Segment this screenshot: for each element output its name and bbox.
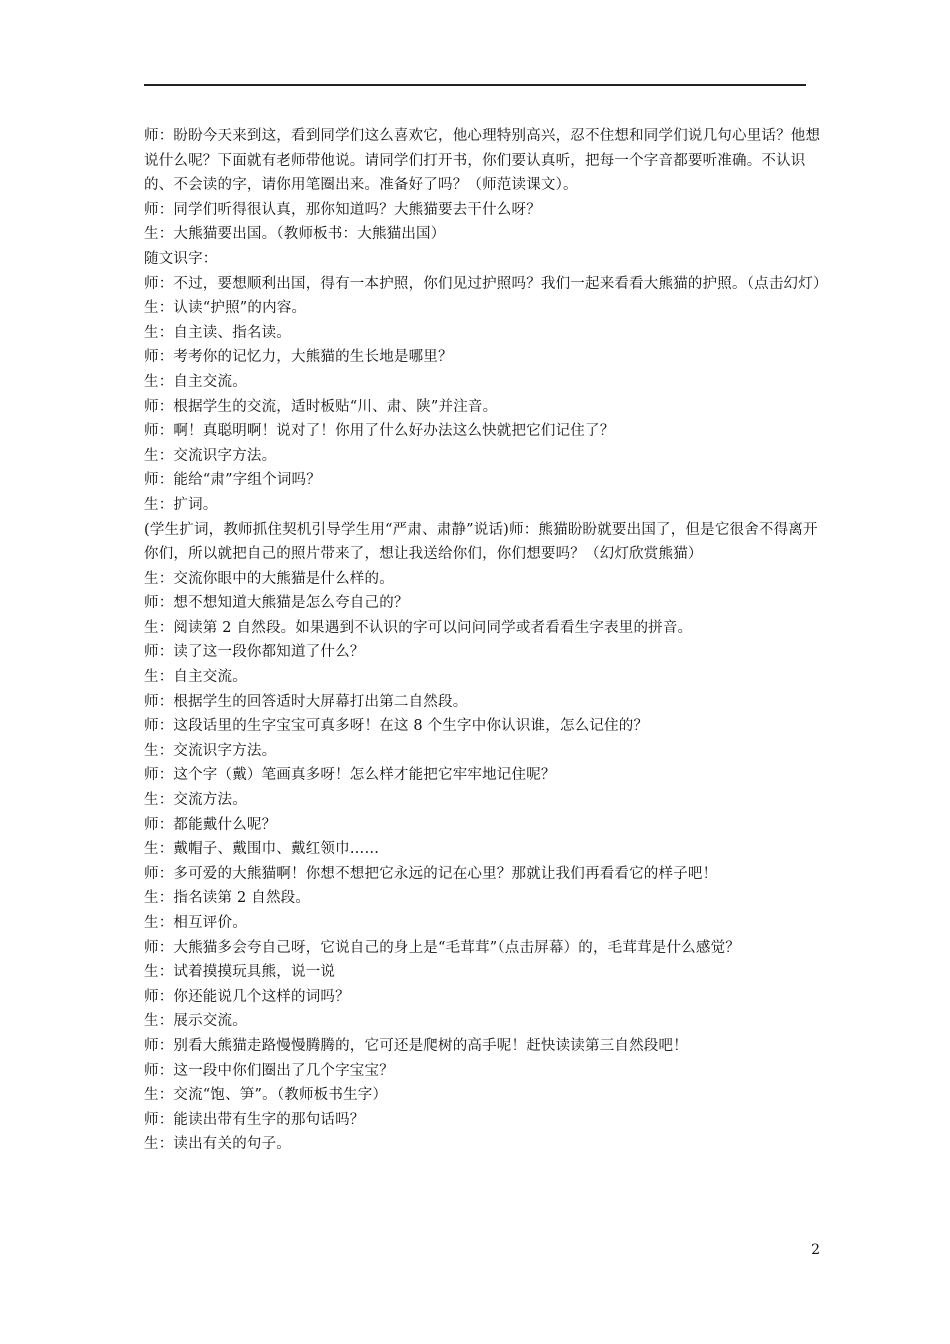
paragraph: 生：阅读第 2 自然段。如果遇到不认识的字可以问问同学或者看看生字表里的拼音。 xyxy=(144,619,693,636)
paragraph: 随文识字： xyxy=(144,250,218,267)
paragraph: 生：指名读第 2 自然段。 xyxy=(144,890,311,907)
paragraph: 生：试着摸摸玩具熊，说一说 xyxy=(144,964,336,981)
paragraph: 师：能给“肃”字组个词吗？ xyxy=(144,472,321,489)
page-number: 2 xyxy=(811,1242,820,1258)
paragraph: 师：根据学生的回答适时大屏幕打出第二自然段。 xyxy=(144,693,468,710)
paragraph: 生：认读“护照”的内容。 xyxy=(144,300,307,317)
document-body xyxy=(144,124,828,1157)
paragraph: 生：交流你眼中的大熊猫是什么样的。 xyxy=(144,570,394,587)
paragraph: 生：展示交流。 xyxy=(144,1013,247,1030)
paragraph: 生：自主交流。 xyxy=(144,669,247,686)
paragraph: 师：盼盼今天来到这，看到同学们这么喜欢它，他心理特别高兴，忍不住想和同学们说几句心里话？他想说什么呢？下面就有老师带他说。请同学们打开书，你们要认真听，把每一个字音都要听准确。不认识的、不会读的字，请你用笔圈出来。准备好了吗？（师范读课文）。 xyxy=(144,128,821,194)
paragraph: 师：都能戴什么呢？ xyxy=(144,816,277,833)
paragraph: 生：相互评价。 xyxy=(144,915,247,931)
paragraph: 生：交流识字方法。 xyxy=(144,742,277,759)
paragraph: 师：根据学生的交流，适时板贴“川、肃、陕”并注音。 xyxy=(144,398,498,415)
paragraph: 生：戴帽子、戴围巾、戴红领巾…… xyxy=(144,841,380,858)
paragraph: 师：你还能说几个这样的词吗？ xyxy=(144,988,350,1005)
paragraph: 师：别看大熊猫走路慢慢腾腾的，它可还是爬树的高手呢！赶快读读第三自然段吧！ xyxy=(144,1037,688,1054)
paragraph: 师：这个字（戴）笔画真多呀！怎么样才能把它牢牢地记住呢？ xyxy=(144,767,556,784)
paragraph: 生：读出有关的句子。 xyxy=(144,1136,291,1153)
paragraph: 生：自主读、指名读。 xyxy=(144,324,291,341)
paragraph: 师：这段话里的生字宝宝可真多呀！在这 8 个生字中你认识谁，怎么记住的？ xyxy=(144,718,649,735)
paragraph: 师：想不想知道大熊猫是怎么夸自己的？ xyxy=(144,595,409,612)
paragraph: 师：啊！真聪明啊！说对了！你用了什么好办法这么快就把它们记住了？ xyxy=(144,423,615,440)
paragraph: 师：考考你的记忆力，大熊猫的生长地是哪里？ xyxy=(144,349,453,366)
paragraph: 师：这一段中你们圈出了几个字宝宝？ xyxy=(144,1062,394,1079)
paragraph: 生：交流识字方法。 xyxy=(144,447,277,464)
paragraph: 师：读了这一段你都知道了什么？ xyxy=(144,644,365,661)
paragraph: 生：扩词。 xyxy=(144,496,218,513)
paragraph: 生：大熊猫要出国。（教师板书：大熊猫出国） xyxy=(144,226,446,243)
header-rule xyxy=(144,84,806,86)
paragraph: 师：多可爱的大熊猫啊！你想不想把它永远的记在心里？那就让我们再看看它的样子吧！ xyxy=(144,865,718,882)
paragraph: 生：交流“饱、笋”。（教师板书生字） xyxy=(144,1087,388,1104)
paragraph: (学生扩词，教师抓住契机引导学生用“严肃、肃静”说话)师：熊猫盼盼就要出国了，但是它很舍不得离开你们，所以就把自己的照片带来了，想让我送给你们，你们想要吗？（幻灯欣赏熊猫） xyxy=(144,521,818,563)
paragraph: 生：自主交流。 xyxy=(144,373,247,390)
paragraph: 师：同学们听得很认真，那你知道吗？大熊猫要去干什么呀？ xyxy=(144,201,541,218)
paragraph: 师：能读出带有生字的那句话吗？ xyxy=(144,1111,365,1128)
paragraph: 师：大熊猫多会夸自己呀，它说自己的身上是“毛茸茸”（点击屏幕）的，毛茸茸是什么感觉？ xyxy=(144,939,740,956)
paragraph: 师：不过，要想顺利出国，得有一本护照，你们见过护照吗？我们一起来看看大熊猫的护照。（点击幻灯） xyxy=(144,275,828,292)
paragraph: 生：交流方法。 xyxy=(144,792,247,809)
